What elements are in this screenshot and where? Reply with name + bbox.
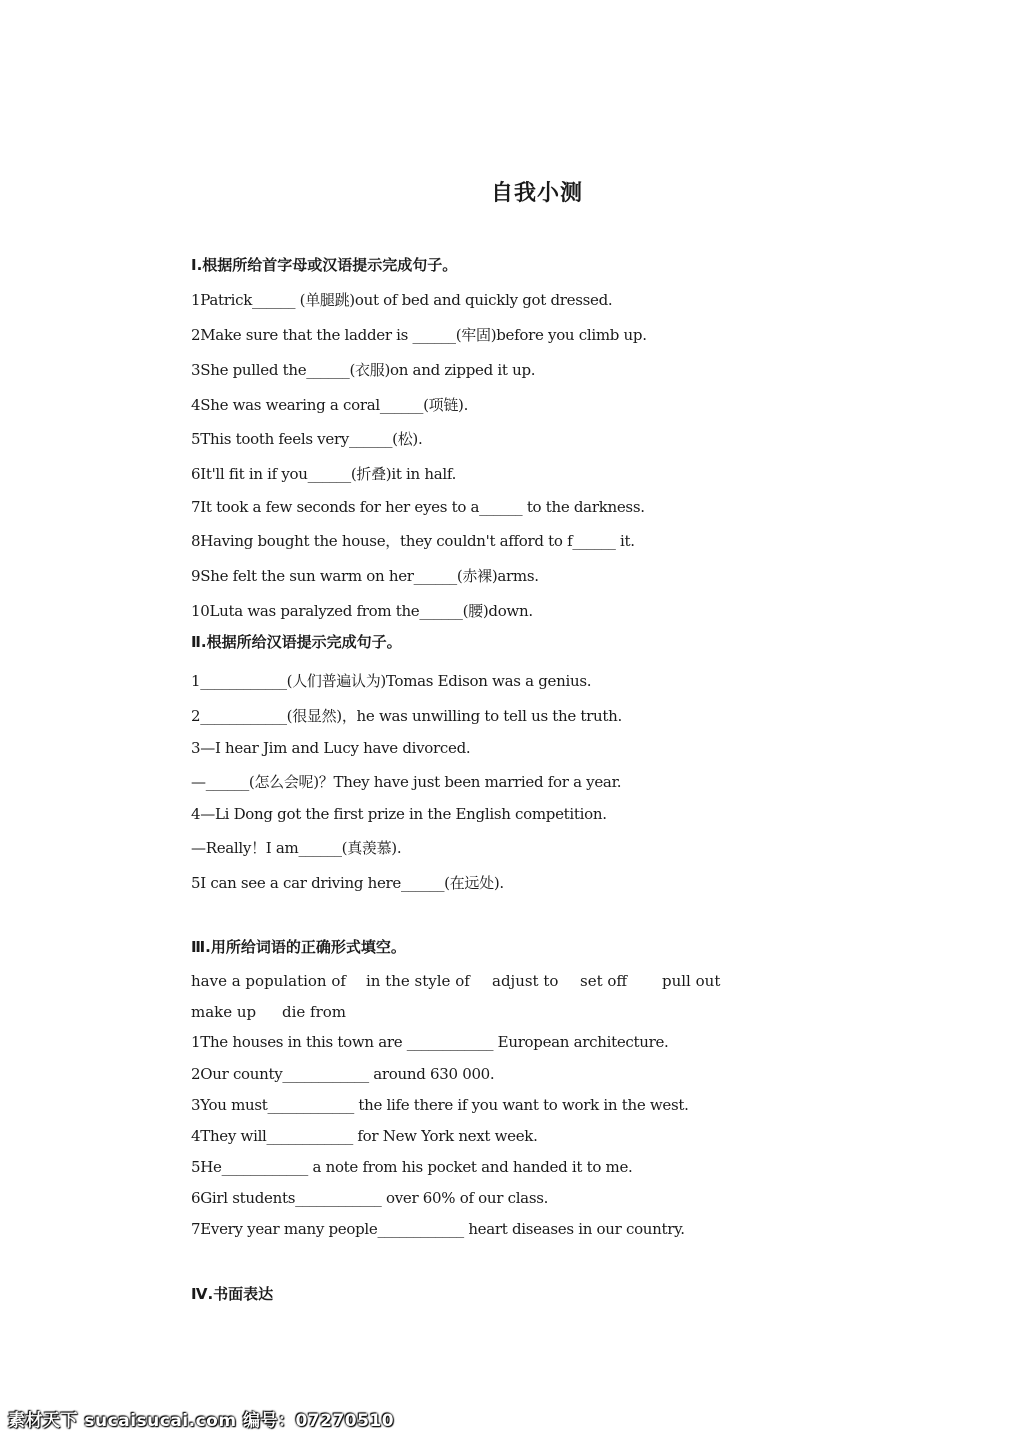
- section-1-item-10: 10Luta was paralyzed from the______(腰)down.: [191, 602, 533, 620]
- phrase-3: adjust to: [492, 972, 559, 990]
- page-title: 自我小测: [490, 181, 583, 206]
- section-2-item-5: 5I can see a car driving here______(在远处).: [191, 874, 504, 892]
- section-3-item-1: 1The houses in this town are ____________ European architecture.: [191, 1033, 669, 1051]
- section-2-item-3b: —______(怎么会呢)？They have just been married for a year.: [191, 773, 622, 791]
- section-3-item-7: 7Every year many people____________ heart diseases in our country.: [191, 1220, 685, 1238]
- section-1-heading: Ⅰ.根据所给首字母或汉语提示完成句子。: [191, 256, 458, 274]
- section-1-item-5: 5This tooth feels very______(松).: [191, 430, 423, 448]
- section-3-item-3: 3You must____________ the life there if you want to work in the west.: [191, 1096, 689, 1114]
- section-2-item-3a: 3—I hear Jim and Lucy have divorced.: [191, 739, 471, 757]
- section-4-heading: Ⅳ.书面表达: [191, 1285, 274, 1303]
- section-1-item-9: 9She felt the sun warm on her______(赤裸)arms.: [191, 567, 539, 585]
- section-1-item-2: 2Make sure that the ladder is ______(牢固)before you climb up.: [191, 326, 647, 344]
- phrase-2: in the style of: [366, 972, 470, 990]
- phrase-7: die from: [282, 1003, 347, 1021]
- section-3-item-2: 2Our county____________ around 630 000.: [191, 1065, 495, 1083]
- phrase-6: make up: [191, 1003, 257, 1021]
- phrase-4: set off: [580, 972, 628, 990]
- section-1-item-8: 8Having bought the house，they couldn't afford to f______ it.: [191, 532, 635, 550]
- section-3-heading: Ⅲ.用所给词语的正确形式填空。: [191, 938, 406, 956]
- section-3-item-4: 4They will____________ for New York next week.: [191, 1127, 538, 1145]
- section-1-item-3: 3She pulled the______(衣服)on and zipped it up.: [191, 361, 536, 379]
- section-1-item-1: 1Patrick______ (单腿跳)out of bed and quickly got dressed.: [191, 291, 613, 309]
- section-1-item-4: 4She was wearing a coral______(项链).: [191, 396, 469, 414]
- phrase-5: pull out: [662, 972, 721, 990]
- watermark: 素材天下 sucaisucai.com 编号：07270510: [8, 1411, 395, 1431]
- section-3-item-6: 6Girl students____________ over 60% of our class.: [191, 1189, 549, 1207]
- section-3-item-5: 5He____________ a note from his pocket and handed it to me.: [191, 1158, 633, 1176]
- section-2-item-4a: 4—Li Dong got the first prize in the English competition.: [191, 805, 607, 823]
- section-1-item-6: 6It'll fit in if you______(折叠)it in half.: [191, 465, 457, 483]
- section-2-item-4b: —Really！I am______(真羡慕).: [191, 839, 402, 857]
- section-2-heading: Ⅱ.根据所给汉语提示完成句子。: [191, 633, 402, 651]
- phrase-1: have a population of: [191, 972, 346, 990]
- section-2-item-2: 2____________(很显然)，he was unwilling to tell us the truth.: [191, 707, 622, 725]
- section-2-item-1: 1____________(人们普遍认为)Tomas Edison was a genius.: [191, 672, 592, 690]
- section-1-item-7: 7It took a few seconds for her eyes to a______ to the darkness.: [191, 498, 645, 516]
